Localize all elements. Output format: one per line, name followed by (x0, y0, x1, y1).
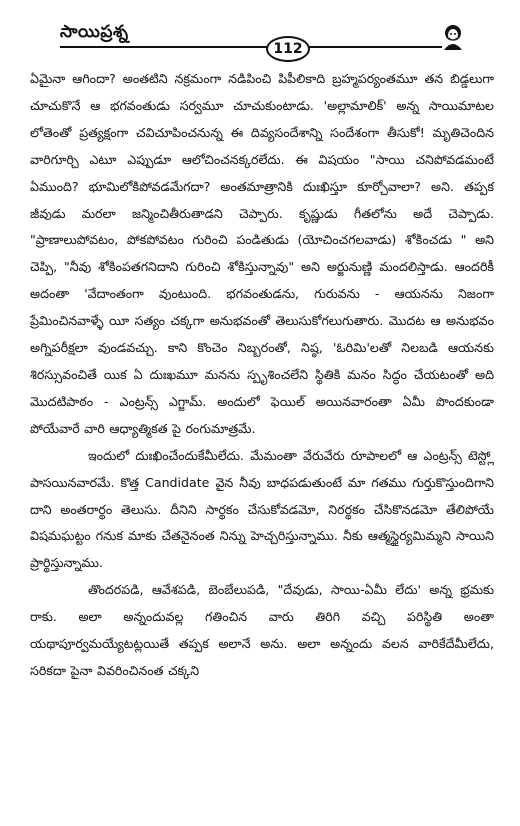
page-header (30, 0, 492, 58)
header-rule (60, 46, 442, 48)
portrait-icon (442, 24, 464, 50)
running-title: సాయిప్రశ్న (60, 22, 129, 42)
body-text (30, 66, 494, 685)
paragraph-1: ఏమైనా ఆగిందా? అంతటిని నక్రమంగా నడిపించి పిపీలికాది బ్రహ్మపర్యంతమూ తన బిడ్డలుగా చూచుకొనే ఆ భగవంతుడు సర్వమూ చూచుకుంటాడు. 'అల్లామాలిక్' అన్న సాయిమాటల లోతెంతో ప్రత్యక్షంగా చవిచూపించనున్న ఈ దివ్యసందేశాన్ని సందేశంగా తీసుకో! మృతిచెందిన వారిగూర్చి ఎటూ ఎప్పుడూ ఆలోచించనక్కరలేదు. ఈ విషయం "సాయి చనిపోవడమంటే ఏముంది? భూమిలోకిపోవడమేగదా? అంతమాత్రానికి దుఃఖిస్తూ కూర్చోవాలా? అని. తప్పక జీవుడు మరలా జన్మించితీరుతాడని చెప్పారు. కృష్ణుడు గీతలోను అదే చెప్పాడు. "ప్రాణాలుపోవటం, పోకపోవటం గురించి పండితుడు (యోచించగలవాడు) శోకించడు " అని చెప్పి, "నీవు శోకింపతగనిదాని గురించి శోకిస్తున్నావు" అని అర్జునుణ్ణి మందలిస్తాడు. ఆందరికీ అదంతా 'వేదాంతంగా వుంటుంది. భగవంతుడను, గురువను - ఆయనను నిజంగా ప్రేమించినవాళ్ళే యీ సత్యం చక్కగా అనుభవంతో తెలుసుకోగలుగుతారు. మొదట ఆ అనుభవం అగ్నిపరీక్షలా వుండవచ్చు. కాని కొంచెం నిబ్బరంతో, నిష్ఠ, 'ఓరిమి'లతో నిలబడి ఆయనకు శిరస్సువంచితే యిక ఏ దుఃఖమూ మనను స్పృశించలేని స్థితికి మనం సిద్ధం చేయటంతో అది మొదటిపాఠం - ఎంట్రన్స్ ఎగ్జామ్. అందులో ఫెయిల్ అయినవారంతా ఏమీ పొందకుండా పోయేవారే వారి ఆధ్యాత్మికత పై రంగుమాత్రమే. (30, 71, 494, 436)
paragraph-3: తొందరపడి, ఆవేశపడి, బెంబేలుపడి, "దేవుడు, సాయి-ఏమీ లేదు' అన్న భ్రమకు రాకు. అలా అన్నందువల్ల గతించిన వారు తిరిగి వచ్చి పరిస్థితి అంతా యథాపూర్వమయ్యేటట్లయితే తప్పక అలానే అను. అలా అన్నందు వలన వారికేదేమీలేదు, సరికదా పైనా వివరించినంత చక్కని (30, 582, 494, 678)
page-number: 112 (266, 36, 310, 62)
paragraph-2: ఇందులో దుఃఖించేందుకేమీలేదు. మేమంతా వేరువేరు రూపాలలో ఆ ఎంట్రన్స్ టెస్ట్లో పాసయినవారమే. కొత్త Candidate వైన నీవు బాధపడుతుంటే మా గతము గుర్తుకొస్తుందిగాని దాని అంతరార్థం తెలుసు. దీనిని సార్థకం చేసుకోవడమో, నిరర్థకం చేసికొనడమో తేలిపోయే విషమఘట్టం గనుక మాకు చేతనైనంత నిన్ను హెచ్చరిస్తున్నాము. నీకు ఆత్మస్థైర్యమిమ్మని సాయిని ప్రార్థిస్తున్నాము. (30, 447, 494, 571)
